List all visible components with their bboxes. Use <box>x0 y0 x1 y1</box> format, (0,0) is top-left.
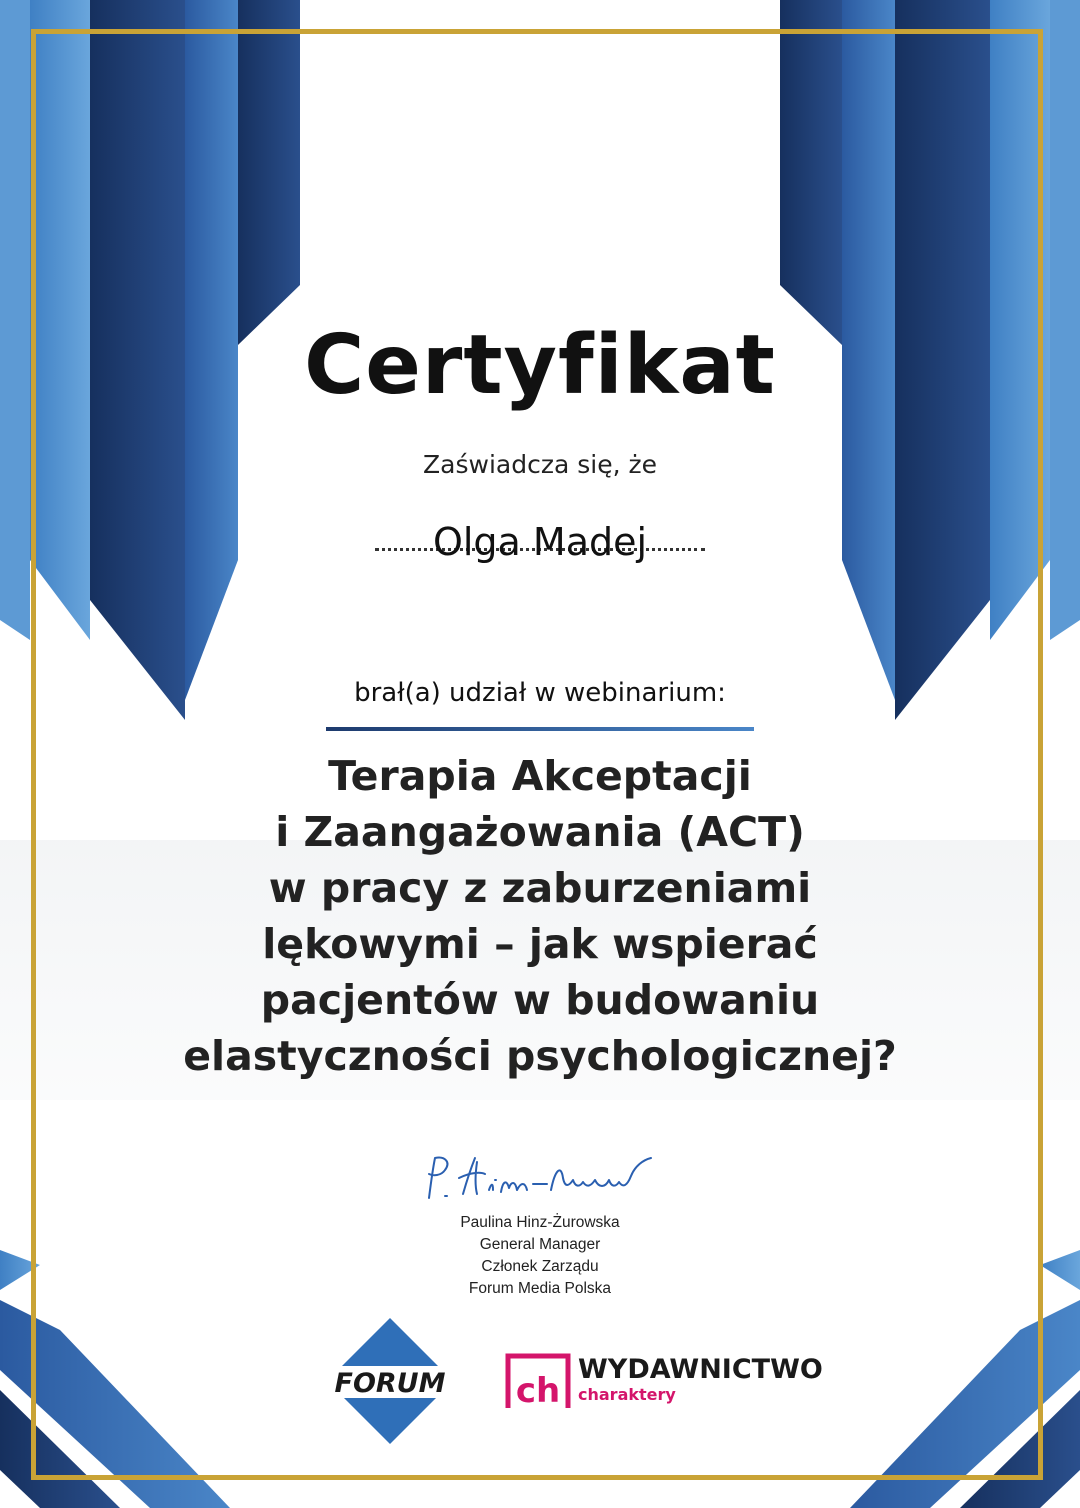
webinar-title-line: Terapia Akceptacji <box>328 752 752 800</box>
svg-text:FORUM: FORUM <box>334 1368 446 1399</box>
signatory-name: Paulina Hinz-Żurowska <box>460 1214 620 1231</box>
webinar-title <box>0 748 1080 1084</box>
handwritten-signature <box>415 1150 665 1210</box>
webinar-title-line: i Zaangażowania (ACT) <box>275 808 805 856</box>
recipient-name: Olga Madej <box>432 520 648 564</box>
ch-mark-icon <box>504 1352 572 1412</box>
signatory-company: Forum Media Polska <box>468 1280 612 1297</box>
participation-text: brał(a) udział w webinarium: <box>354 678 726 708</box>
wydawnictwo-label: WYDAWNICTWO <box>578 1354 823 1385</box>
certificate-subtitle: Zaświadcza się, że <box>423 450 657 479</box>
signatory-role: General Manager <box>479 1236 601 1253</box>
divider-rule <box>326 727 754 731</box>
webinar-title-line: pacjentów w budowaniu <box>260 976 820 1024</box>
webinar-title-line: w pracy z zaburzeniami <box>268 864 812 912</box>
webinar-title-line: lękowymi – jak wspierać <box>262 920 818 968</box>
svg-text:ch: ch <box>515 1371 561 1411</box>
charaktery-label: charaktery <box>578 1385 676 1404</box>
wydawnictwo-charaktery-logo <box>504 1352 823 1412</box>
forum-logo <box>325 1316 455 1446</box>
recipient-line <box>0 520 1080 564</box>
webinar-title-line: elastyczności psychologicznej? <box>183 1032 897 1080</box>
signatory-block <box>0 1212 1080 1300</box>
certificate-title: Certyfikat <box>304 318 776 413</box>
signatory-board: Członek Zarządu <box>481 1258 599 1275</box>
